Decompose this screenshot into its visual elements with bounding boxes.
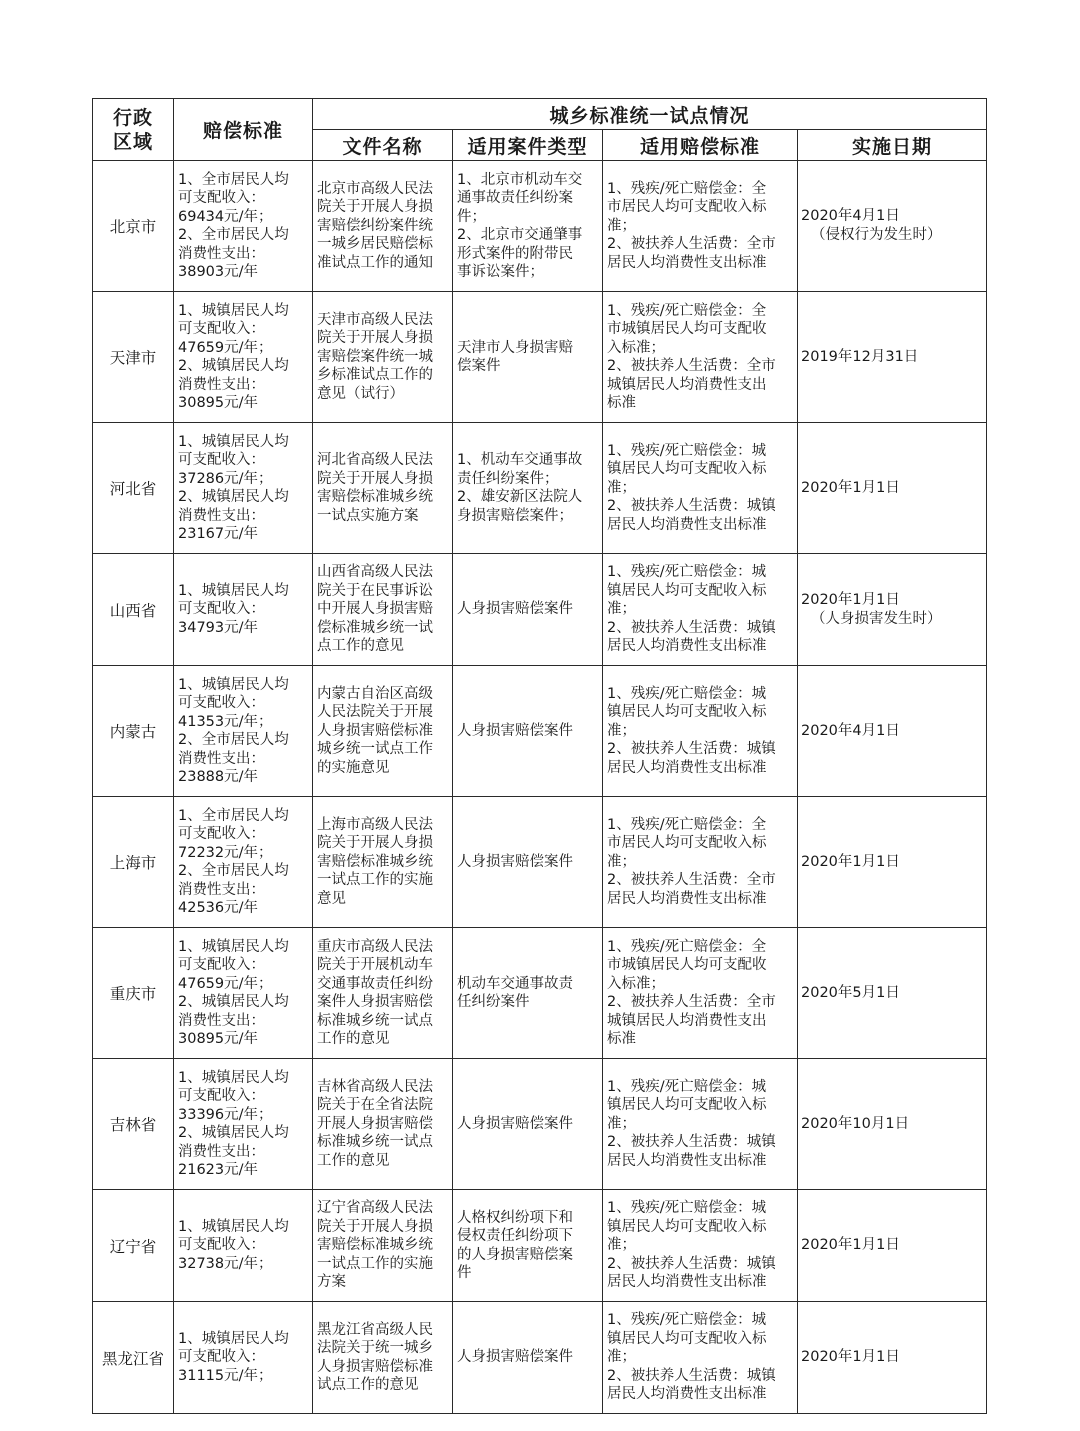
case-type-cell: 天津市人身损害赔 偿案件	[453, 292, 603, 423]
comp-standard-cell: 1、残疾/死亡赔偿金：城 镇居民人均可支配收入标 准； 2、被扶养人生活费：城镇 居民人均消费性支出标准	[603, 423, 798, 554]
doc-name-cell: 黑龙江省高级人民 法院关于统一城乡 人身损害赔偿标准 试点工作的意见	[313, 1302, 453, 1414]
doc-name-cell: 河北省高级人民法 院关于开展人身损 害赔偿标准城乡统 一试点实施方案	[313, 423, 453, 554]
table-row	[93, 292, 987, 423]
table-row	[93, 928, 987, 1059]
impl-date: 2019年12月31日	[801, 348, 919, 365]
table-row	[93, 423, 987, 554]
impl-date: 2020年1月1日	[801, 479, 900, 496]
table-row	[93, 161, 987, 292]
standard-cell: 1、全市居民人均 可支配收入： 72232元/年； 2、全市居民人均 消费性支出： 42536元/年	[174, 797, 313, 928]
case-type-cell: 人身损害赔偿案件	[453, 554, 603, 666]
header-impl-date: 实施日期	[798, 130, 987, 161]
impl-date-cell	[798, 292, 987, 423]
region-cell: 天津市	[93, 292, 174, 423]
impl-date-cell	[798, 928, 987, 1059]
impl-date-cell	[798, 1059, 987, 1190]
doc-name-cell: 山西省高级人民法 院关于在民事诉讼 中开展人身损害赔 偿标准城乡统一试 点工作的意见	[313, 554, 453, 666]
header-region: 行政 区域	[93, 99, 174, 161]
case-type-cell: 人身损害赔偿案件	[453, 797, 603, 928]
doc-name-cell: 辽宁省高级人民法 院关于开展人身损 害赔偿标准城乡统 一试点工作的实施 方案	[313, 1190, 453, 1302]
standard-cell: 1、城镇居民人均 可支配收入： 32738元/年；	[174, 1190, 313, 1302]
standard-cell: 1、城镇居民人均 可支配收入： 37286元/年； 2、城镇居民人均 消费性支出： 23167元/年	[174, 423, 313, 554]
standard-cell: 1、城镇居民人均 可支配收入： 47659元/年； 2、城镇居民人均 消费性支出： 30895元/年	[174, 928, 313, 1059]
comp-standard-cell: 1、残疾/死亡赔偿金：城 镇居民人均可支配收入标 准； 2、被扶养人生活费：城镇 居民人均消费性支出标准	[603, 554, 798, 666]
standard-cell: 1、城镇居民人均 可支配收入： 47659元/年； 2、城镇居民人均 消费性支出： 30895元/年	[174, 292, 313, 423]
doc-name-cell: 内蒙古自治区高级 人民法院关于开展 人身损害赔偿标准 城乡统一试点工作 的实施意见	[313, 666, 453, 797]
impl-date-cell	[798, 666, 987, 797]
standard-cell: 1、城镇居民人均 可支配收入： 41353元/年； 2、全市居民人均 消费性支出： 23888元/年	[174, 666, 313, 797]
header-pilot-group: 城乡标准统一试点情况	[313, 99, 987, 130]
comp-standard-cell: 1、残疾/死亡赔偿金：全 市城镇居民人均可支配收 入标准； 2、被扶养人生活费：全市 城镇居民人均消费性支出 标准	[603, 292, 798, 423]
impl-date-cell	[798, 1302, 987, 1414]
case-type-cell: 1、北京市机动车交 通事故责任纠纷案 件； 2、北京市交通肇事 形式案件的附带民 事诉讼案件；	[453, 161, 603, 292]
table-row	[93, 797, 987, 928]
case-type-cell: 人身损害赔偿案件	[453, 1059, 603, 1190]
doc-name-cell: 天津市高级人民法 院关于开展人身损 害赔偿案件统一城 乡标准试点工作的 意见（试行）	[313, 292, 453, 423]
region-cell: 山西省	[93, 554, 174, 666]
impl-date-cell	[798, 797, 987, 928]
header-comp-standard: 适用赔偿标准	[603, 130, 798, 161]
header-case-type: 适用案件类型	[453, 130, 603, 161]
comp-standard-cell: 1、残疾/死亡赔偿金：全 市居民人均可支配收入标 准； 2、被扶养人生活费：全市 居民人均消费性支出标准	[603, 161, 798, 292]
impl-date: 2020年1月1日	[801, 1349, 900, 1365]
doc-name-cell: 北京市高级人民法 院关于开展人身损 害赔偿纠纷案件统 一城乡居民赔偿标 准试点工作的通知	[313, 161, 453, 292]
doc-name-cell: 吉林省高级人民法 院关于在全省法院 开展人身损害赔偿 标准城乡统一试点 工作的意见	[313, 1059, 453, 1190]
impl-date-cell	[798, 1190, 987, 1302]
table-row	[93, 1190, 987, 1302]
doc-name-cell: 重庆市高级人民法 院关于开展机动车 交通事故责任纠纷 案件人身损害赔偿 标准城乡统一试点 工作的意见	[313, 928, 453, 1059]
table-row	[93, 1302, 987, 1414]
comp-standard-cell: 1、残疾/死亡赔偿金：城 镇居民人均可支配收入标 准； 2、被扶养人生活费：城镇 居民人均消费性支出标准	[603, 1302, 798, 1414]
region-cell: 河北省	[93, 423, 174, 554]
region-cell: 辽宁省	[93, 1190, 174, 1302]
table-row	[93, 1059, 987, 1190]
region-cell: 北京市	[93, 161, 174, 292]
impl-date: 2020年4月1日	[801, 722, 900, 739]
impl-date-cell	[798, 423, 987, 554]
impl-date: 2020年10月1日	[801, 1115, 910, 1132]
doc-name-cell: 上海市高级人民法 院关于开展人身损 害赔偿标准城乡统 一试点工作的实施 意见	[313, 797, 453, 928]
region-cell: 内蒙古	[93, 666, 174, 797]
standard-cell: 1、城镇居民人均 可支配收入： 33396元/年； 2、城镇居民人均 消费性支出： 21623元/年	[174, 1059, 313, 1190]
case-type-cell: 人身损害赔偿案件	[453, 1302, 603, 1414]
impl-date-note: （人身损害发生时）	[811, 610, 942, 627]
table-row	[93, 666, 987, 797]
comp-standard-cell: 1、残疾/死亡赔偿金：全 市居民人均可支配收入标 准； 2、被扶养人生活费：全市 居民人均消费性支出标准	[603, 797, 798, 928]
impl-date: 2020年1月1日	[801, 853, 900, 870]
region-cell: 上海市	[93, 797, 174, 928]
impl-date: 2020年1月1日	[801, 591, 900, 608]
region-cell: 黑龙江省	[93, 1302, 174, 1414]
impl-date-cell	[798, 161, 987, 292]
standard-cell: 1、城镇居民人均 可支配收入： 31115元/年；	[174, 1302, 313, 1414]
case-type-cell: 机动车交通事故责 任纠纷案件	[453, 928, 603, 1059]
case-type-cell: 人格权纠纷项下和 侵权责任纠纷项下 的人身损害赔偿案 件	[453, 1190, 603, 1302]
header-doc-name: 文件名称	[313, 130, 453, 161]
impl-date: 2020年5月1日	[801, 984, 900, 1001]
header-standard: 赔偿标准	[174, 99, 313, 161]
comp-standard-cell: 1、残疾/死亡赔偿金：城 镇居民人均可支配收入标 准； 2、被扶养人生活费：城镇 居民人均消费性支出标准	[603, 666, 798, 797]
region-cell: 吉林省	[93, 1059, 174, 1190]
comp-standard-cell: 1、残疾/死亡赔偿金：城 镇居民人均可支配收入标 准； 2、被扶养人生活费：城镇 居民人均消费性支出标准	[603, 1190, 798, 1302]
comp-standard-cell: 1、残疾/死亡赔偿金：全 市城镇居民人均可支配收 入标准； 2、被扶养人生活费：全市 城镇居民人均消费性支出 标准	[603, 928, 798, 1059]
impl-date: 2020年4月1日	[801, 208, 900, 224]
impl-date-cell	[798, 554, 987, 666]
impl-date-note: （侵权行为发生时）	[811, 227, 942, 243]
case-type-cell: 1、机动车交通事故 责任纠纷案件； 2、雄安新区法院人 身损害赔偿案件；	[453, 423, 603, 554]
region-cell: 重庆市	[93, 928, 174, 1059]
standard-cell: 1、城镇居民人均 可支配收入： 34793元/年	[174, 554, 313, 666]
table-row	[93, 554, 987, 666]
comp-standard-cell: 1、残疾/死亡赔偿金：城 镇居民人均可支配收入标 准； 2、被扶养人生活费：城镇 居民人均消费性支出标准	[603, 1059, 798, 1190]
case-type-cell: 人身损害赔偿案件	[453, 666, 603, 797]
standard-cell: 1、全市居民人均 可支配收入： 69434元/年； 2、全市居民人均 消费性支出： 38903元/年	[174, 161, 313, 292]
impl-date: 2020年1月1日	[801, 1237, 900, 1253]
pilot-table	[92, 98, 987, 1414]
